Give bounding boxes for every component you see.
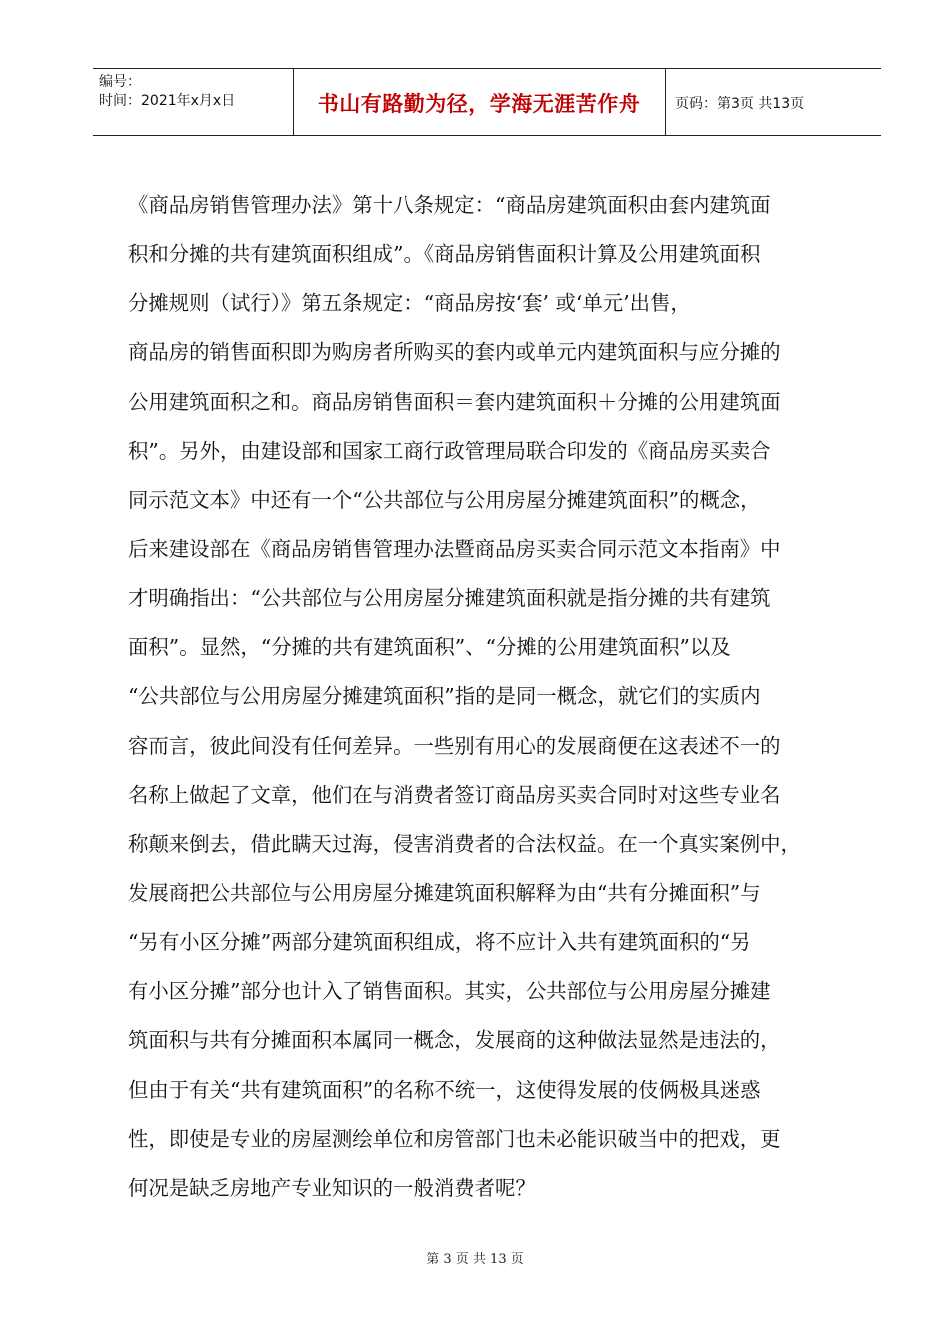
body-line: 积和分摊的共有建筑面积组成”。《商品房销售面积计算及公用建筑面积: [128, 242, 761, 267]
document-body: [128, 181, 850, 1213]
body-line: 性，即使是专业的房屋测绘单位和房管部门也未必能识破当中的把戏，更: [128, 1126, 781, 1151]
header-divider: [665, 69, 666, 135]
page-header: [93, 68, 881, 136]
body-line: 面积”。显然，“分摊的共有建筑面积”、“分摊的公用建筑面积”以及: [128, 635, 731, 660]
body-line: 名称上做起了文章，他们在与消费者签订商品房买卖合同时对这些专业名: [128, 782, 781, 807]
body-line: 才明确指出：“公共部位与公用房屋分摊建筑面积就是指分摊的共有建筑: [128, 586, 771, 611]
header-meta: [99, 73, 235, 111]
body-line: “公共部位与公用房屋分摊建筑面积”指的是同一概念，就它们的实质内: [128, 684, 761, 709]
date-label: 时间：2021年x月x日: [99, 93, 236, 109]
body-line: 同示范文本》中还有一个“公共部位与公用房屋分摊建筑面积”的概念，: [128, 487, 761, 512]
page-footer: 第 3 页 共 13 页: [426, 1252, 524, 1267]
header-motto: 书山有路勤为径，学海无涯苦作舟: [317, 92, 641, 116]
body-line: “另有小区分摊”两部分建筑面积组成，将不应计入共有建筑面积的“另: [128, 930, 751, 955]
body-line: 分摊规则（试行）》第五条规定：“商品房按‘套’ 或‘单元’出售，: [128, 291, 691, 316]
body-line: 《商品房销售管理办法》第十八条规定：“商品房建筑面积由套内建筑面: [128, 193, 771, 217]
serial-label: 编号：: [99, 74, 141, 90]
header-page-info: 页码：第3页 共13页: [675, 96, 805, 112]
body-line: 容而言，彼此间没有任何差异。一些别有用心的发展商便在这表述不一的: [128, 733, 781, 758]
body-line: 有小区分摊”部分也计入了销售面积。其实，公共部位与公用房屋分摊建: [128, 979, 771, 1004]
body-line: 积”。另外，由建设部和国家工商行政管理局联合印发的《商品房买卖合: [128, 438, 771, 463]
body-line: 称颠来倒去，借此瞒天过海，侵害消费者的合法权益。在一个真实案例中，: [128, 831, 801, 856]
body-line: 公用建筑面积之和。商品房销售面积＝套内建筑面积＋分摊的公用建筑面: [128, 389, 781, 414]
body-line: 筑面积与共有分摊面积本属同一概念，发展商的这种做法显然是违法的，: [128, 1028, 781, 1053]
body-line: 但由于有关“共有建筑面积”的名称不统一，这使得发展的伎俩极具迷惑: [128, 1077, 761, 1102]
body-line: 何况是缺乏房地产专业知识的一般消费者呢？: [128, 1175, 536, 1200]
body-line: 后来建设部在《商品房销售管理办法暨商品房买卖合同示范文本指南》中: [128, 536, 781, 561]
body-line: 发展商把公共部位与公用房屋分摊建筑面积解释为由“共有分摊面积”与: [128, 880, 761, 905]
body-line: 商品房的销售面积即为购房者所购买的套内或单元内建筑面积与应分摊的: [128, 340, 781, 365]
